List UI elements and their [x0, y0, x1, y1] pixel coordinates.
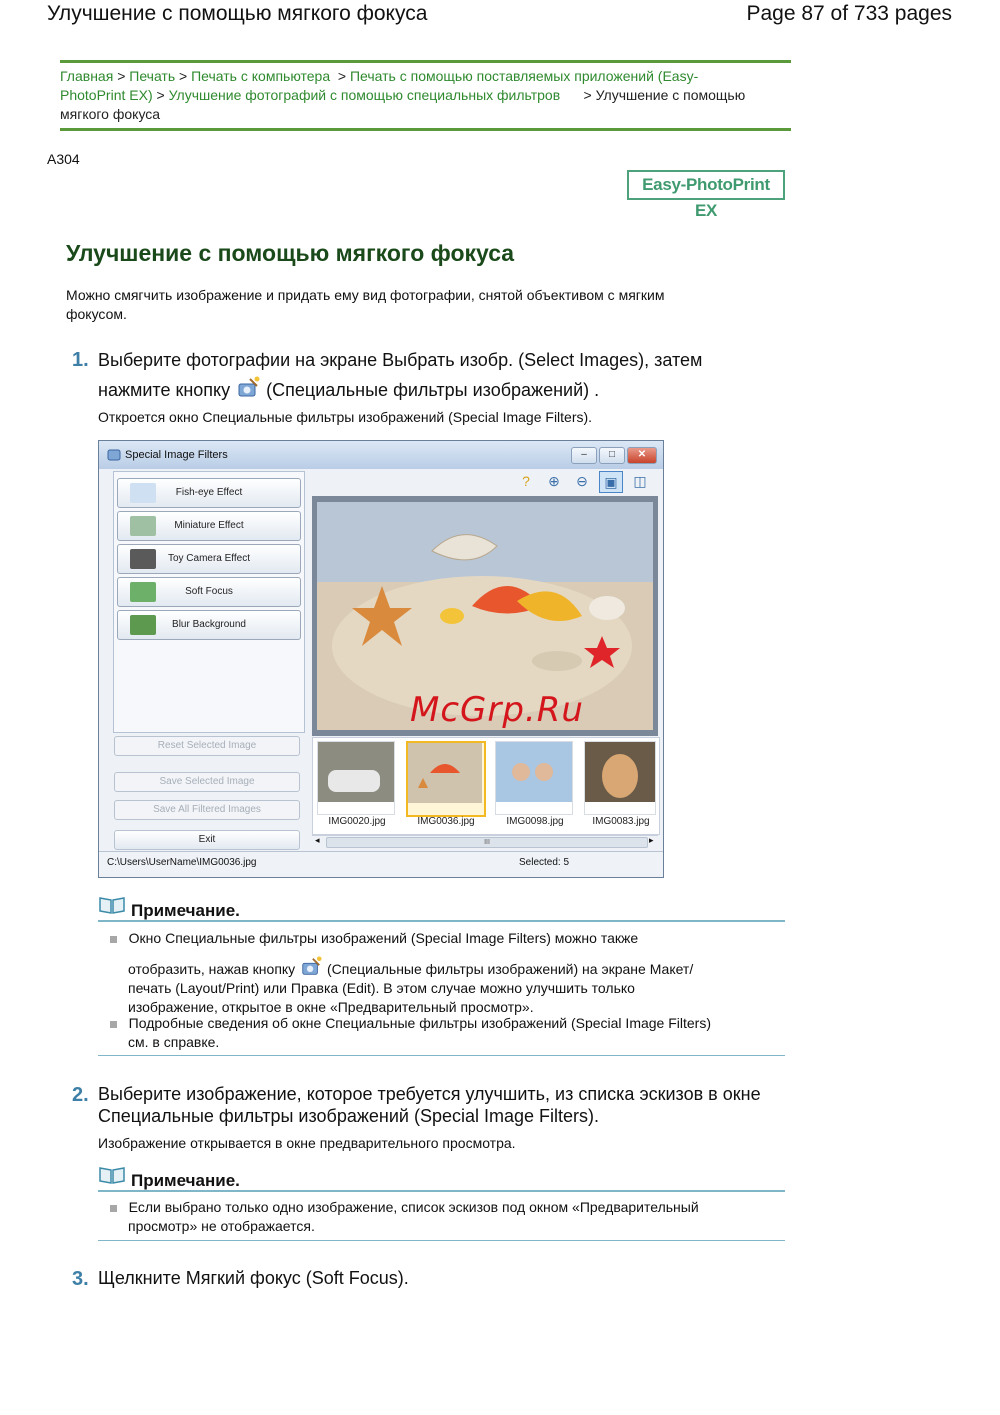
breadcrumb — [60, 67, 790, 124]
save-selected-image-button[interactable]: Save Selected Image — [114, 772, 300, 792]
thumbnail-scrollbar[interactable] — [312, 835, 658, 848]
breadcrumb-separator: > — [337, 68, 347, 84]
note-1-b1-line-4: изображение, открытое в окне «Предварительный просмотр». — [128, 999, 534, 1015]
note-2-b1-line-1: Если выбрано только одно изображение, список эскизов под окном «Предварительный — [128, 1199, 699, 1215]
soft-focus-label: Soft Focus — [185, 586, 233, 597]
note-1-heading: Примечание. — [131, 901, 240, 920]
thumbnail-item[interactable] — [317, 741, 395, 815]
thumbnail-label: IMG0020.jpg — [328, 816, 386, 827]
step-2-number: 2. — [72, 1084, 89, 1106]
breadcrumb-link-print-from-computer[interactable]: Печать с компьютера — [191, 68, 331, 84]
step-1-number: 1. — [72, 349, 89, 371]
special-filters-icon — [235, 376, 261, 400]
breadcrumb-separator: > — [117, 68, 126, 84]
status-bar — [99, 851, 663, 874]
bullet-square — [110, 1205, 117, 1212]
step-2-line-2: Специальные фильтры изображений (Special Image Filters). — [98, 1106, 600, 1126]
step-1-line-2a: нажмите кнопку — [98, 380, 231, 400]
breadcrumb-bottom-rule — [60, 128, 791, 131]
zoom-in-icon[interactable]: ⊕ — [548, 473, 560, 489]
soft-focus-icon — [130, 582, 156, 602]
note-2-bullet-1 — [110, 1198, 780, 1236]
note-1-bullet-2 — [110, 1014, 780, 1052]
note-1-b1-line-2a: отобразить, нажав кнопку — [128, 961, 296, 977]
breadcrumb-current: Улучшение с помощью — [595, 87, 746, 103]
note-1-bullet-1 — [110, 929, 770, 948]
document-title: Улучшение с помощью мягкого фокуса — [47, 2, 428, 25]
status-selected-count: Selected: 5 — [519, 857, 570, 868]
reset-selected-image-button[interactable]: Reset Selected Image — [114, 736, 300, 756]
page-title: Улучшение с помощью мягкого фокуса — [66, 240, 515, 266]
fisheye-label: Fish-eye Effect — [175, 487, 243, 498]
note-2-b1-line-2: просмотр» не отображается. — [128, 1218, 315, 1234]
scroll-right-icon[interactable]: ▸ — [649, 835, 654, 845]
exit-button[interactable]: Exit — [114, 830, 300, 850]
note-1-bottom-rule — [98, 1055, 785, 1056]
book-icon — [99, 1166, 125, 1184]
thumbnail-item[interactable] — [584, 741, 656, 815]
fisheye-icon — [130, 483, 156, 503]
zoom-out-icon[interactable]: ⊖ — [576, 473, 588, 489]
toy-camera-icon — [130, 549, 156, 569]
bullet-square — [110, 936, 117, 943]
step-3-number: 3. — [72, 1268, 89, 1290]
step-3-line-1: Щелкните Мягкий фокус (Soft Focus). — [98, 1268, 409, 1288]
thumbnail-label: IMG0083.jpg — [592, 816, 650, 827]
app-logo: Easy-PhotoPrint EX — [627, 170, 785, 200]
breadcrumb-separator: > — [179, 68, 188, 84]
note-2-heading: Примечание. — [131, 1171, 240, 1190]
note-1-b1-line-1: Окно Специальные фильтры изображений (Special Image Filters) можно также — [128, 930, 639, 946]
step-2-text — [98, 1083, 798, 1127]
thumbnail-label: IMG0036.jpg — [417, 816, 475, 827]
special-filters-icon — [299, 956, 323, 978]
toy-camera-effect-button[interactable] — [117, 544, 301, 574]
note-2-top-rule — [98, 1190, 785, 1192]
save-all-filtered-images-button[interactable]: Save All Filtered Images — [114, 800, 300, 820]
thumbnail-strip — [312, 737, 660, 835]
step-2-line-1: Выберите изображение, которое требуется улучшить, из списка эскизов в окне — [98, 1084, 761, 1104]
step-1-line-2b: (Специальные фильтры изображений) . — [266, 380, 600, 400]
breadcrumb-link-home[interactable]: Главная — [60, 68, 114, 84]
miniature-icon — [130, 516, 156, 536]
toy-camera-label: Toy Camera Effect — [167, 553, 251, 564]
fisheye-effect-button[interactable] — [117, 478, 301, 508]
intro-line-2: фокусом. — [66, 306, 127, 322]
step-2-subtext: Изображение открывается в окне предварительного просмотра. — [98, 1135, 516, 1151]
window-title: Special Image Filters — [125, 449, 228, 461]
special-image-filters-window — [98, 440, 664, 878]
note-1-b2-line-2: см. в справке. — [128, 1034, 220, 1050]
step-1-subtext: Откроется окно Специальные фильтры изображений (Special Image Filters). — [98, 409, 593, 425]
preview-toolbar — [309, 471, 657, 493]
breadcrumb-link-print[interactable]: Печать — [129, 68, 176, 84]
maximize-button[interactable]: □ — [599, 447, 625, 464]
window-titlebar — [99, 441, 663, 469]
intro-line-1: Можно смягчить изображение и придать ему вид фотографии, снятой объективом с мягким — [66, 287, 665, 303]
help-icon[interactable]: ? — [522, 473, 530, 489]
miniature-label: Miniature Effect — [174, 520, 244, 531]
thumbnail-label: IMG0098.jpg — [506, 816, 564, 827]
note-1-bullet-1-cont — [128, 956, 788, 1017]
note-1-top-rule — [98, 920, 785, 922]
thumbnail-item[interactable] — [495, 741, 573, 815]
breadcrumb-link-bundled-apps-cont[interactable]: PhotoPrint EX) — [60, 87, 153, 103]
soft-focus-button[interactable] — [117, 577, 301, 607]
filter-panel — [113, 471, 305, 733]
scroll-thumb[interactable]: III — [326, 837, 648, 848]
breadcrumb-link-special-filters[interactable]: Улучшение фотографий с помощью специальных фильтров — [168, 87, 561, 103]
miniature-effect-button[interactable] — [117, 511, 301, 541]
breadcrumb-separator: > — [156, 87, 165, 103]
intro-text — [66, 286, 756, 324]
page-counter: Page 87 of 733 pages — [746, 2, 952, 25]
blur-background-icon — [130, 615, 156, 635]
close-button[interactable]: ✕ — [627, 447, 657, 464]
breadcrumb-link-bundled-apps[interactable]: Печать с помощью поставляемых приложений (Easy- — [349, 68, 699, 84]
bullet-square — [110, 1021, 117, 1028]
watermark: McGrp.Ru — [410, 690, 584, 730]
note-2-bottom-rule — [98, 1240, 785, 1241]
step-1-text — [98, 345, 798, 405]
thumbnail-item-selected[interactable] — [406, 741, 486, 817]
note-1-b1-line-2b: (Специальные фильтры изображений) на экране Макет/ — [326, 961, 694, 977]
step-1-line-1: Выберите фотографии на экране Выбрать изобр. (Select Images), затем — [98, 350, 703, 370]
scroll-left-icon[interactable]: ◂ — [315, 835, 320, 845]
book-icon — [99, 896, 125, 914]
blur-background-button[interactable] — [117, 610, 301, 640]
breadcrumb-current-cont: мягкого фокуса — [60, 106, 161, 122]
page-code: A304 — [47, 151, 80, 167]
whole-image-view-icon[interactable]: ▣ — [599, 471, 623, 493]
note-1-b1-line-3: печать (Layout/Print) или Правка (Edit). В этом случае можно улучшить только — [128, 980, 635, 996]
note-1-b2-line-1: Подробные сведения об окне Специальные фильтры изображений (Special Image Filters) — [128, 1015, 711, 1031]
blur-background-label: Blur Background — [172, 619, 246, 630]
status-file-path: C:\Users\UserName\IMG0036.jpg — [107, 857, 257, 868]
compare-view-icon[interactable]: ◫ — [633, 473, 647, 489]
breadcrumb-top-rule — [60, 60, 791, 63]
breadcrumb-separator: > — [583, 87, 592, 103]
window-app-icon — [107, 448, 121, 462]
minimize-button[interactable]: ‒ — [571, 447, 597, 464]
